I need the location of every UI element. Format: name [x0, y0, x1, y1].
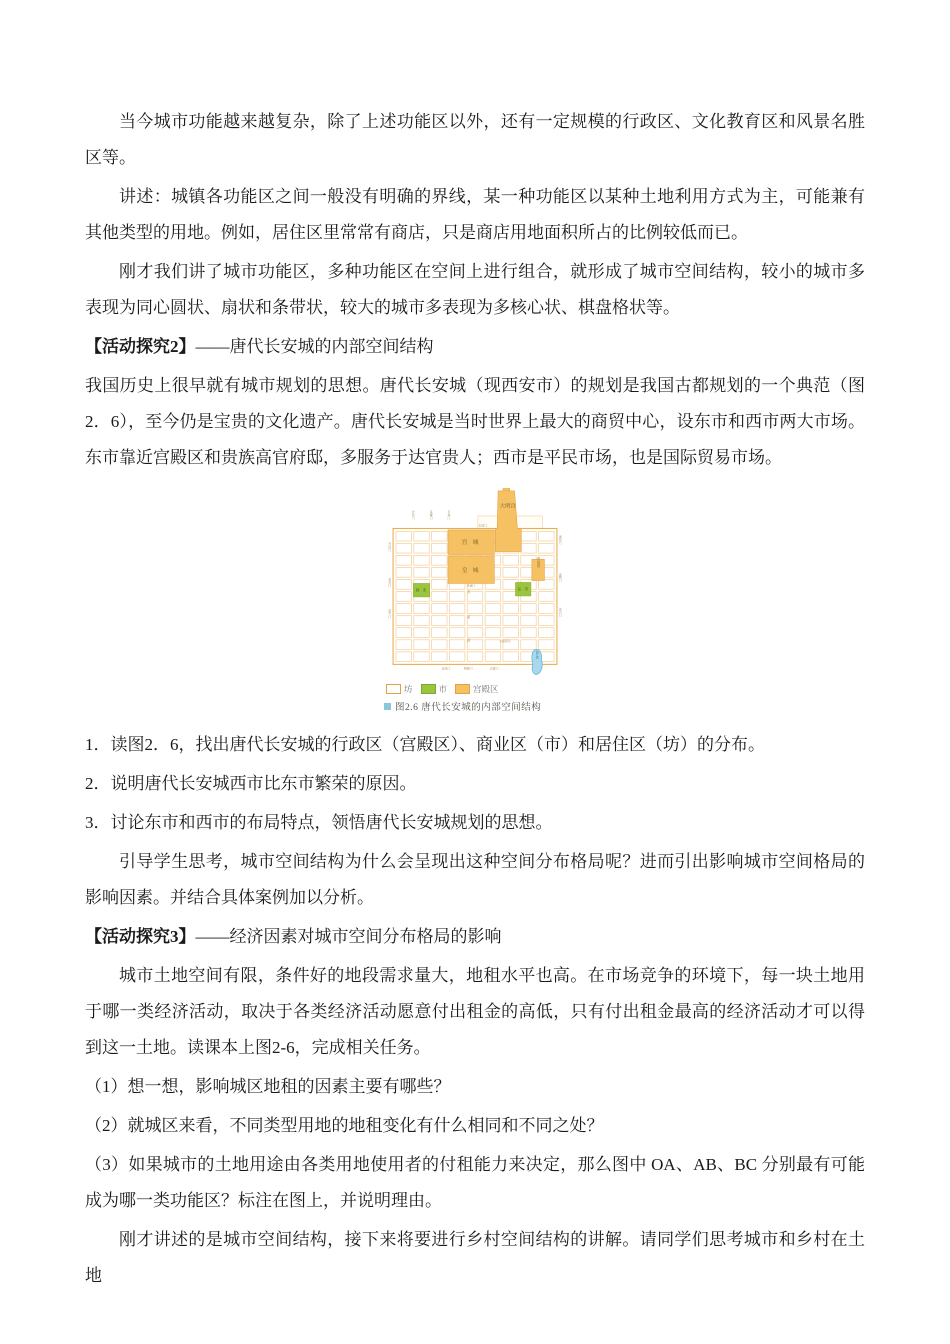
heading-activity-2	[85, 329, 865, 365]
heading-activity-3-tag: 【活动探究3】	[85, 927, 196, 946]
daminggong-label: 大明宫	[499, 503, 516, 510]
legend-shi	[421, 683, 448, 695]
gate-mingde: 明德门	[463, 666, 473, 671]
paragraph-spatial-structure: 刚才我们讲了城市功能区，多种功能区在空间上进行组合，就形成了城市空间结构，较小的城市多表现为同心圆状、扇状和条带状，较大的城市多表现为多核心状、棋盘格状等。	[85, 262, 865, 317]
heading-activity-2-title: ——唐代长安城的内部空间结构	[195, 337, 434, 356]
east-market-label: 东 市	[517, 586, 530, 592]
figure-changan	[382, 488, 568, 713]
paragraph-changan-intro: 我国历史上很早就有城市规划的思想。唐代长安城（现西安市）的规划是我国古都规划的一个典范（图2．6），至今仍是宝贵的文化遗产。唐代长安城是当时世界上最大的商贸中心，设东市和西市两大市场。东市靠近宫殿区和贵族高官府邸，多服务于达官贵人；西市是平民市场，也是国际贸易市场。	[85, 376, 865, 467]
huangcheng-label: 皇 城	[461, 567, 481, 574]
paragraph-land-rent: 城市土地空间有限，条件好的地段需求量大，地租水平也高。在市场竞争的环境下，每一块土地用于哪一类经济活动，取决于各类经济活动愿意付出租金的高低，只有付出租金最高的经济活动才可以得到这一土地。读课本上图2-6，完成相关任务。	[85, 966, 865, 1057]
question-2: 2．说明唐代长安城西市比东市繁荣的原因。	[85, 774, 417, 793]
question-3: 3．讨论东市和西市的布局特点，领悟唐代长安城规划的思想。	[85, 813, 553, 832]
gate-yanxing: 延兴门	[558, 608, 563, 617]
gate-yanping: 延平门	[387, 608, 392, 618]
legend-fang	[386, 683, 413, 695]
gate-xuanwu: 玄武门	[478, 523, 488, 528]
legend-fang-swatch	[386, 684, 401, 694]
caption-square-icon	[384, 703, 391, 710]
gate-anhua: 安化门	[441, 666, 451, 671]
heading-activity-3	[85, 919, 865, 955]
gate-guanghua: 光化门	[411, 510, 416, 520]
map-legend	[386, 683, 568, 695]
heading-activity-3-title: ——经济因素对城市空间分布格局的影响	[195, 927, 502, 946]
qujiang-lake-label: 曲江池	[535, 650, 540, 660]
task-2: （2）就城区来看，不同类型用地的地租变化有什么相同和不同之处？	[85, 1116, 604, 1135]
zhuque-street-char-3: 街	[467, 638, 471, 643]
changan-map	[382, 488, 568, 675]
gate-jinguang: 金光门	[387, 578, 392, 587]
heading-activity-2-tag: 【活动探究2】	[85, 337, 196, 356]
legend-palace-swatch	[455, 684, 470, 694]
question-1: 1．读图2．6，找出唐代长安城的行政区（宫殿区）、商业区（市）和居住区（坊）的分布。	[85, 735, 765, 754]
gate-kaiyuan: 开远门	[387, 542, 392, 552]
gate-zhuque: 朱雀门	[466, 583, 476, 588]
paragraph-guide-thinking: 引导学生思考，城市空间结构为什么会呈现出这种空间分布格局呢？进而引出影响城市空间格局的影响因素。并结合具体案例加以分析。	[85, 852, 865, 907]
gate-qixia: 启夏门	[489, 666, 499, 671]
task-3: （3）如果城市的土地用途由各类用地使用者的付租能力来决定，那么图中 OA、AB、BC 分别最有可能成为哪一类功能区？标注在图上，并说明理由。	[85, 1155, 865, 1210]
figure-caption-text: 图2.6 唐代长安城的内部空间结构	[395, 703, 542, 713]
dacien-temple-label: 大慈恩寺	[499, 639, 511, 644]
zhuque-street-char-1: 朱	[467, 590, 471, 595]
legend-shi-swatch	[421, 684, 436, 694]
gate-tonghua: 通化门	[558, 535, 563, 545]
gate-jingyao: 景耀门	[429, 510, 434, 520]
legend-fang-label: 坊	[404, 684, 413, 694]
west-market-label: 西 市	[415, 587, 428, 593]
xingqinggong-label: 兴庆宫	[536, 557, 541, 568]
paragraph-lecture-boundaries: 讲述：城镇各功能区之间一般没有明确的界线，某一种功能区以某种土地利用方式为主，可能兼有其他类型的用地。例如，居住区里常常有商店，只是商店用地面积所占的比例较低而已。	[85, 187, 865, 242]
figure-caption	[384, 699, 568, 713]
gongcheng-label: 宫 城	[461, 539, 481, 546]
legend-palace	[455, 683, 499, 695]
legend-shi-label: 市	[438, 684, 448, 694]
paragraph-transition-rural: 刚才讲述的是城市空间结构，接下来将要进行乡村空间结构的讲解。请同学们思考城市和乡村在土地	[85, 1230, 865, 1285]
zhuque-street-char-2: 雀	[467, 615, 471, 620]
legend-palace-label: 宫殿区	[473, 684, 499, 694]
task-1: （1）想一想，影响城区地租的因素主要有哪些？	[85, 1077, 451, 1096]
gate-fanglin: 芳林门	[446, 510, 451, 520]
gate-chunming: 春明门	[558, 573, 563, 582]
paragraph-city-functions: 当今城市功能越来越复杂，除了上述功能区以外，还有一定规模的行政区、文化教育区和风景名胜区等。	[85, 112, 865, 167]
